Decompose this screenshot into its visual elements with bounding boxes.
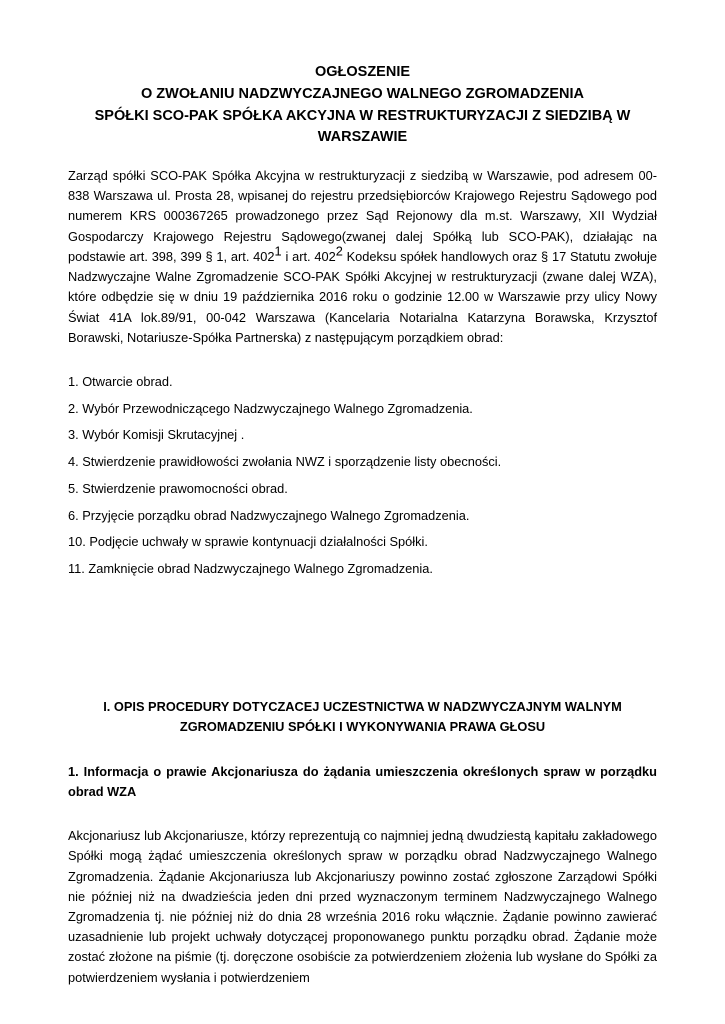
intro-text-segment-1: Zarząd spółki SCO-PAK Spółka Akcyjna w restrukturyzacji z siedzibą w Warszawie, pod adresem 00-838 Warszawa ul. Prosta 28, wpisanej do rejestru przedsiębiorców Krajowego Rejestru Sądowego pod numerem KRS 000367265 prowadzonego przez Sąd Rejonowy dla m.st. Warszawy, XII Wydział Gospodarczy Krajowego Rejestru Sądowego(zwanej dalej Spółką lub SCO-PAK), działając na podstawie art. 398, 399 § 1, art. 402 <box>68 168 657 264</box>
statute-superscript-1: 1 <box>274 243 282 259</box>
agenda-item: 3. Wybór Komisji Skrutacyjnej . <box>68 427 245 443</box>
subsection-heading: 1. Informacja o prawie Akcjonariusza do żądania umieszczenia określonych spraw w porządku obrad WZA <box>68 763 657 799</box>
intro-text-segment-3: Kodeksu spółek handlowych oraz § 17 Statutu zwołuje Nadzwyczajne Walne Zgromadzenie SCO-PAK Spółki Akcyjnej w restrukturyzacji (zwane dalej WZA), które odbędzie się w dniu 19 października 2016 roku o godzinie 12.00 w Warszawie przy ulicy Nowy Świat 41A lok.89/91, 00-042 Warszawa (Kancelaria Notarialna Katarzyna Borawska, Krzysztof Borawski, Notariusze-Spółka Partnerska) z następującym porządkiem obrad: <box>68 248 658 345</box>
agenda-item: 6. Przyjęcie porządku obrad Nadzwyczajnego Walnego Zgromadzenia. <box>68 507 470 523</box>
agenda-item: 2. Wybór Przewodniczącego Nadzwyczajnego Walnego Zgromadzenia. <box>68 400 473 416</box>
section-heading-line-1: I. OPIS PROCEDURY DOTYCZACEJ UCZESTNICTWA W NADZWYCZAJNYM WALNYM <box>103 699 622 715</box>
section-heading <box>68 697 657 737</box>
intro-paragraph <box>68 166 657 348</box>
title-line-4: WARSZAWIE <box>317 129 408 146</box>
title-line-3: SPÓŁKI SCO-PAK SPÓŁKA AKCYJNA W RESTRUKTURYZACJI Z SIEDZIBĄ W <box>94 107 631 124</box>
title-line-1: OGŁOSZENIE <box>314 64 411 80</box>
body-paragraph: Akcjonariusz lub Akcjonariusze, którzy reprezentują co najmniej jedną dwudziestą kapitału zakładowego Spółki mogą żądać umieszczenia określonych spraw w porządku obrad Nadzwyczajnego Walnego Zgromadzenia. Żądanie Akcjonariusza lub Akcjonariuszy powinno zostać zgłoszone Zarządowi Spółki nie później niż na dwadzieścia jeden dni przed wyznaczonym terminem Nadzwyczajnego Walnego Zgromadzenia tj. nie później niż do dnia 28 września 2016 roku włącznie. Żądanie powinno zawierać uzasadnienie lub projekt uchwały dotyczącej proponowanego punktu porządku obrad. Żądanie może zostać złożone na piśmie (tj. doręczone osobiście za potwierdzeniem złożenia lub wysłane do Spółki za potwierdzeniem wysłania i potwierdzeniem <box>68 828 657 985</box>
title-line-2: O ZWOŁANIU NADZWYCZAJNEGO WALNEGO ZGROMADZENIA <box>140 85 585 102</box>
agenda-item: 11. Zamknięcie obrad Nadzwyczajnego Walnego Zgromadzenia. <box>68 561 433 576</box>
agenda-item: 1. Otwarcie obrad. <box>68 373 173 389</box>
section-heading-line-2: ZGROMADZENIU SPÓŁKI I WYKONYWANIA PRAWA GŁOSU <box>179 719 546 735</box>
agenda-item: 4. Stwierdzenie prawidłowości zwołania NWZ i sporządzenie listy obecności. <box>68 454 502 470</box>
statute-superscript-2: 2 <box>335 243 343 259</box>
document-title <box>68 62 657 149</box>
agenda-list <box>68 372 657 579</box>
agenda-item: 10. Podjęcie uchwały w sprawie kontynuacji działalności Spółki. <box>68 534 428 550</box>
intro-text-segment-2: i art. 402 <box>281 248 336 264</box>
agenda-item: 5. Stwierdzenie prawomocności obrad. <box>68 480 288 496</box>
